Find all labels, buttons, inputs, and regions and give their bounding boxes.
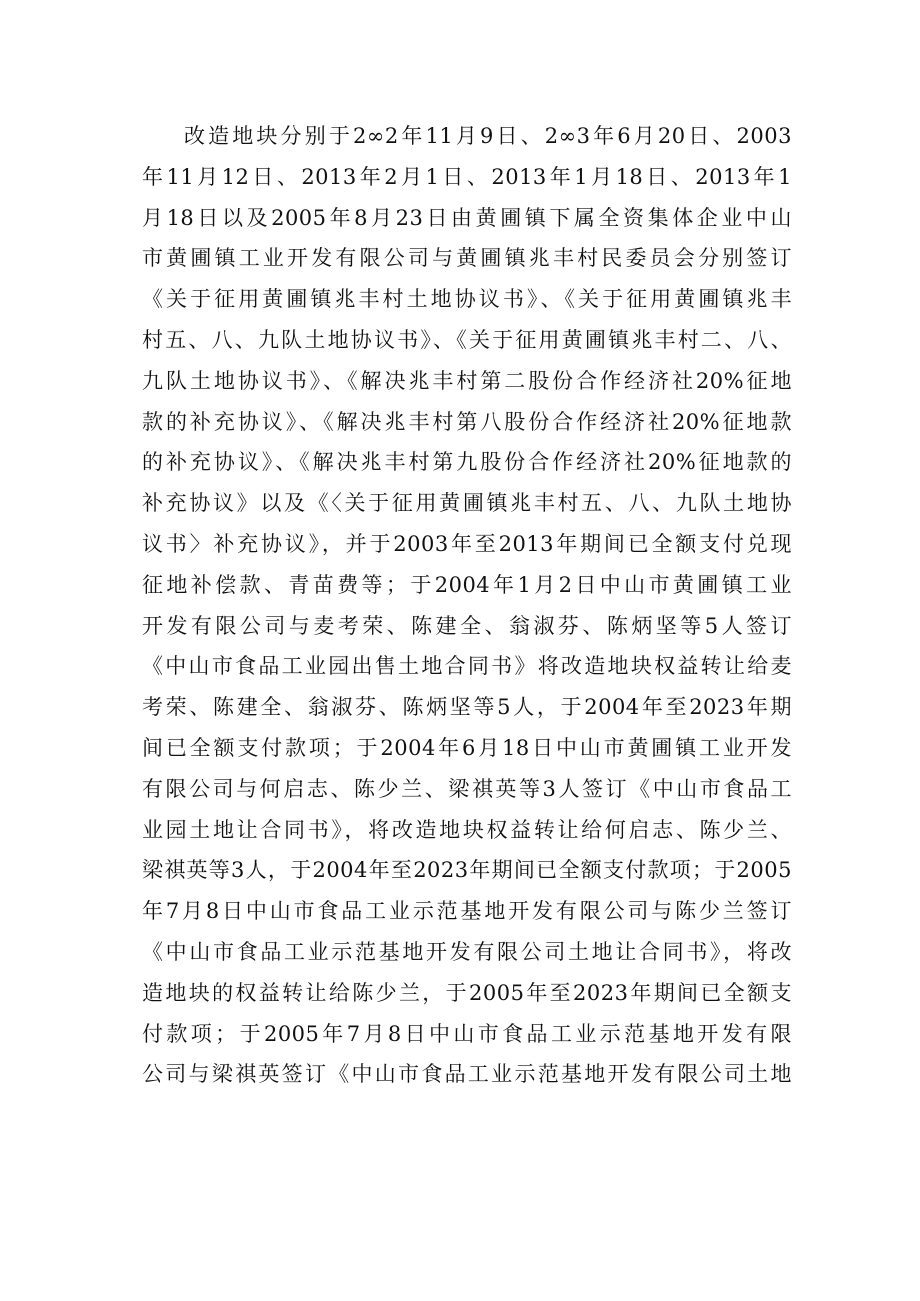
paragraph-line: 公司与梁祺英签订《中山市食品工业示范基地开发有限公司土地 (142, 1062, 792, 1087)
paragraph-line: 付款项；于2005年7月8日中山市食品工业示范基地开发有限 (142, 1021, 792, 1046)
paragraph-line: 村五、八、九队土地协议书》、《关于征用黄圃镇兆丰村二、八、 (142, 327, 792, 352)
paragraph-line: 年7月8日中山市食品工业示范基地开发有限公司与陈少兰签订 (142, 899, 792, 924)
paragraph-line: 间已全额支付款项；于2004年6月18日中山市黄圃镇工业开发 (142, 735, 792, 760)
paragraph-line: 款的补充协议》、《解决兆丰村第八股份合作经济社20%征地款 (142, 409, 792, 434)
paragraph-line: 业园土地让合同书》，将改造地块权益转让给何启志、陈少兰、 (142, 817, 792, 842)
paragraph-line: 年11月12日、2013年2月1日、2013年1月18日、2013年1 (142, 164, 792, 189)
paragraph-line: 议书〉补充协议》，并于2003年至2013年期间已全额支付兑现 (142, 531, 792, 556)
paragraph-line: 考荣、陈建全、翁淑芬、陈炳坚等5人，于2004年至2023年期 (142, 695, 792, 720)
paragraph-line: 开发有限公司与麦考荣、陈建全、翁淑芬、陈炳坚等5人签订 (142, 613, 792, 638)
paragraph-line: 市黄圃镇工业开发有限公司与黄圃镇兆丰村民委员会分别签订 (142, 246, 792, 271)
paragraph-line: 《中山市食品工业园出售土地合同书》将改造地块权益转让给麦 (142, 654, 792, 679)
paragraph-line: 梁祺英等3人，于2004年至2023年期间已全额支付款项；于2005 (142, 858, 792, 883)
paragraph-line: 补充协议》以及《〈关于征用黄圃镇兆丰村五、八、九队土地协 (142, 491, 792, 516)
paragraph-line: 月18日以及2005年8月23日由黄圃镇下属全资集体企业中山 (142, 205, 792, 230)
paragraph-line: 《关于征用黄圃镇兆丰村土地协议书》、《关于征用黄圃镇兆丰 (142, 287, 792, 312)
paragraph-line: 征地补偿款、青苗费等；于2004年1月2日中山市黄圃镇工业 (142, 572, 792, 597)
paragraph-line: 造地块的权益转让给陈少兰，于2005年至2023年期间已全额支 (142, 980, 792, 1005)
paragraph-line: 的补充协议》、《解决兆丰村第九股份合作经济社20%征地款的 (142, 450, 792, 475)
paragraph-line: 有限公司与何启志、陈少兰、梁祺英等3人签订《中山市食品工 (142, 776, 792, 801)
paragraph-line: 九队土地协议书》、《解决兆丰村第二股份合作经济社20%征地 (142, 368, 792, 393)
body-paragraph (142, 116, 792, 1095)
paragraph-line: 改造地块分别于2∞2年11月9日、2∞3年6月20日、2003 (184, 124, 792, 148)
paragraph-line: 《中山市食品工业示范基地开发有限公司土地让合同书》，将改 (142, 939, 792, 964)
